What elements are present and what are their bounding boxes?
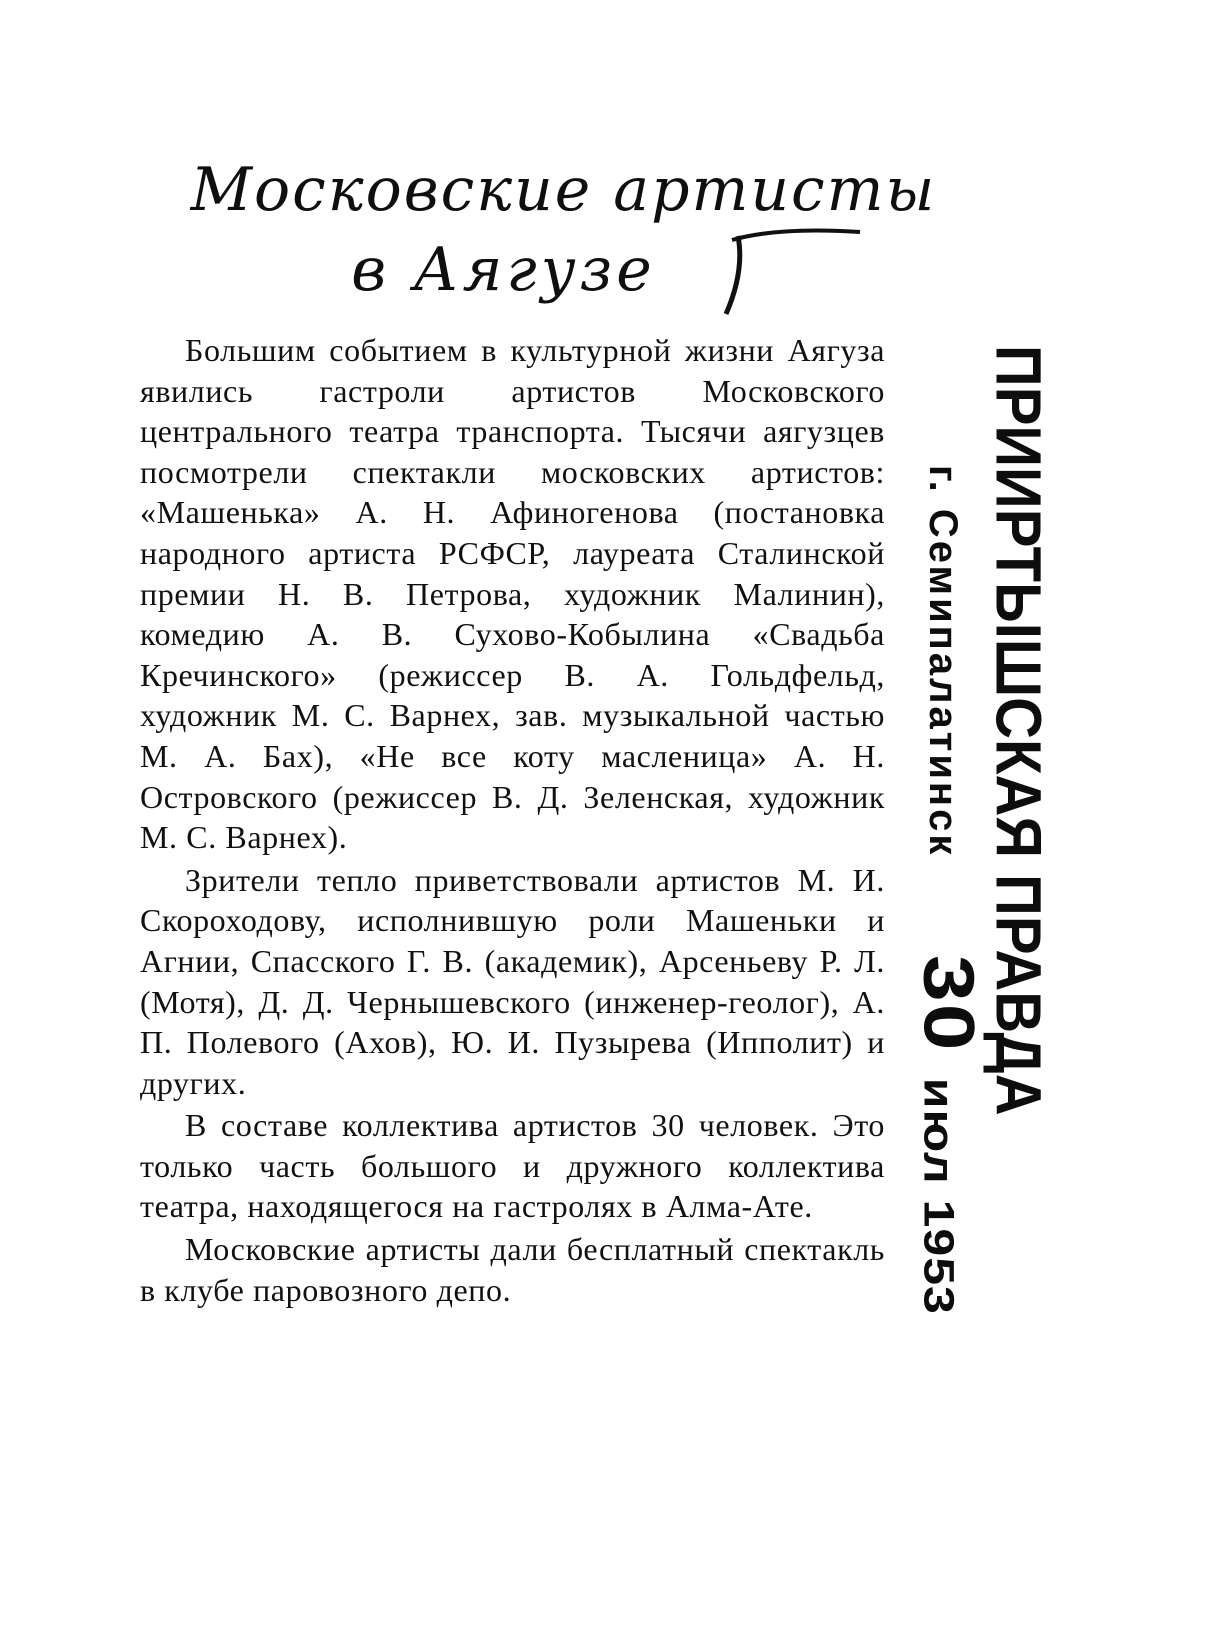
date-stamp bbox=[908, 955, 990, 1315]
paragraph-1: Большим событием в культурной жизни Аягуза явились гастроли артистов Московского центрального театра транспорта. Тысячи аягузцев посмотрели спектакли московских артистов: «Машенька» А. Н. Афиногенова (постановка народного артиста РСФСР, лауреата Сталинской премии Н. В. Петрова, художник Малинин), комедию А. В. Сухово-Кобылина «Свадьба Кречинского» (режиссер В. А. Гольдфельд, художник М. С. Варнех, зав. музыкальной частью М. А. Бах), «Не все коту масленица» А. Н. Островского (режиссер В. Д. Зеленская, художник М. С. Варнех). bbox=[140, 332, 885, 856]
article-headline bbox=[0, 150, 1207, 310]
date-day: 30 bbox=[909, 955, 990, 1053]
handwritten-mark-icon bbox=[720, 222, 870, 322]
paragraph-3: В составе коллектива артистов 30 человек. Это только часть большого и дружного коллектива театра, находящегося на гастролях в Алма-Ате. bbox=[140, 1107, 885, 1225]
city-stamp: г. Семипалатинск bbox=[921, 465, 965, 858]
article-body bbox=[140, 330, 885, 1310]
headline-line-1: Московские артисты bbox=[190, 155, 937, 225]
headline-line-2: в Аягузе bbox=[351, 235, 656, 305]
paragraph-2: Зрители тепло приветствовали артистов М. И. Скороходову, исполнившую роли Машеньки и Агнии, Спасского Г. В. (академик), Арсеньеву Р. Л. (Мотя), Д. Д. Чернышевского (инженер-геолог), А. П. Полевого (Ахов), Ю. И. Пузырева (Ипполит) и других. bbox=[140, 861, 885, 1101]
paragraph-4: Московские артисты дали бесплатный спектакль в клубе паровозного депо. bbox=[140, 1231, 885, 1308]
newspaper-stamp: ПРИИРТЫШСКАЯ ПРАВДА bbox=[982, 345, 1054, 1116]
date-month-year: июл 1953 bbox=[915, 1077, 963, 1315]
